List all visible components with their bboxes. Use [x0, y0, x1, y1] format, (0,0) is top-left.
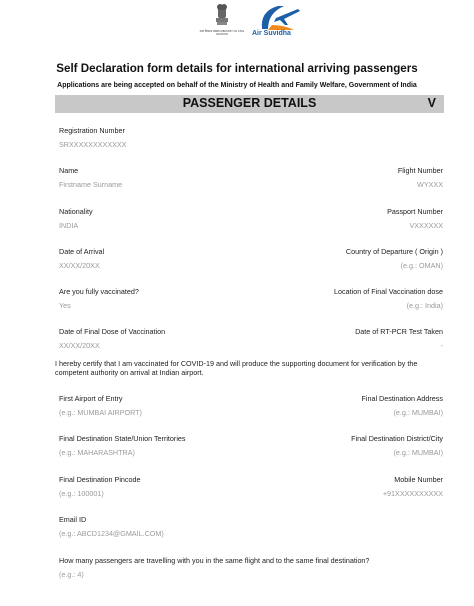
email-label: Email ID	[59, 515, 87, 524]
air-suvidha-logo-icon	[254, 3, 304, 33]
email-value: (e.g.: ABCD1234@GMAIL.COM)	[59, 529, 164, 538]
date-of-arrival-value: XX/XX/20XX	[59, 261, 100, 270]
certification-statement: I hereby certify that I am vaccinated for COVID-19 and will produce the supporting document for verification by the competent authority on arrival at Indian airport.	[55, 359, 418, 377]
passport-number-label: Passport Number	[387, 207, 443, 216]
final-district-value: (e.g.: MUMBAI)	[393, 448, 443, 457]
passengers-count-value: (e.g.: 4)	[59, 570, 84, 579]
rtpcr-date-label: Date of RT-PCR Test Taken	[355, 327, 443, 336]
country-of-departure-label: Country of Departure ( Origin )	[345, 247, 443, 256]
name-label: Name	[59, 166, 79, 175]
rtpcr-date-value: -	[440, 341, 443, 350]
flight-number-label: Flight Number	[397, 166, 443, 175]
emblem-caption: नागर विमानन मंत्रालय MINISTRY OF CIVIL AVIATION	[199, 30, 245, 36]
final-district-label: Final Destination District/City	[351, 434, 443, 443]
first-airport-label: First Airport of Entry	[59, 394, 123, 403]
final-state-label: Final Destination State/Union Territories	[59, 434, 186, 443]
page-title: Self Declaration form details for international arriving passengers	[56, 62, 418, 75]
section-letter: V	[427, 96, 436, 110]
registration-number-label: Registration Number	[59, 126, 125, 135]
registration-number-value: SRXXXXXXXXXXXX	[59, 140, 127, 149]
national-emblem-icon	[207, 2, 237, 42]
fully-vaccinated-label: Are you fully vaccinated?	[59, 287, 139, 296]
first-airport-value: (e.g.: MUMBAI AIRPORT)	[59, 408, 142, 417]
final-state-value: (e.g.: MAHARASHTRA)	[59, 448, 135, 457]
passengers-count-label: How many passengers are travelling with you in the same flight and to the same final destination?	[59, 556, 370, 565]
nationality-label: Nationality	[59, 207, 93, 216]
mobile-number-label: Mobile Number	[394, 475, 443, 484]
mobile-number-value: +91XXXXXXXXXX	[382, 489, 443, 498]
country-of-departure-value: (e.g.: OMAN)	[400, 261, 443, 270]
location-final-dose-label: Location of Final Vaccination dose	[334, 287, 443, 296]
final-address-label: Final Destination Address	[361, 394, 443, 403]
fully-vaccinated-value: Yes	[59, 301, 71, 310]
flight-number-value: WYXXX	[417, 180, 443, 189]
date-final-dose-value: XX/XX/20XX	[59, 341, 100, 350]
date-of-arrival-label: Date of Arrival	[59, 247, 105, 256]
date-final-dose-label: Date of Final Dose of Vaccination	[59, 327, 166, 336]
final-address-value: (e.g.: MUMBAI)	[393, 408, 443, 417]
page-subtitle: Applications are being accepted on behalf of the Ministry of Health and Family Welfare, Government of India	[57, 82, 417, 89]
section-title: PASSENGER DETAILS	[182, 96, 317, 110]
nationality-value: INDIA	[59, 221, 79, 230]
passport-number-value: VXXXXXX	[409, 221, 443, 230]
location-final-dose-value: (e.g.: India)	[406, 301, 443, 310]
final-pincode-label: Final Destination Pincode	[59, 475, 141, 484]
app-name: Air Suvidha	[252, 30, 291, 37]
name-value: Firstname Surname	[59, 180, 123, 189]
final-pincode-value: (e.g.: 100001)	[59, 489, 104, 498]
